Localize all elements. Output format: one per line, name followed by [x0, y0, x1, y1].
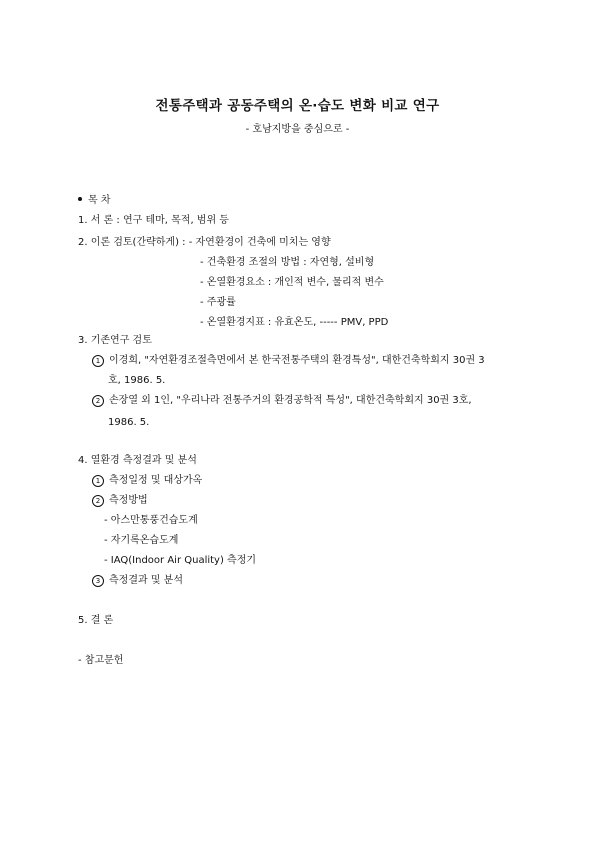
document-subtitle: - 호남지방을 중심으로 -: [245, 124, 350, 135]
section-1: 1. 서 론 : 연구 테마, 목적, 범위 등: [78, 215, 229, 226]
circled-number-icon: 2: [92, 395, 104, 407]
section-2-item: - 온열환경요소 : 개인적 변수, 물리적 변수: [200, 277, 384, 288]
section-5: 5. 결 론: [78, 615, 114, 626]
reference-text: 이경희, "자연환경조절측면에서 본 한국전통주택의 환경특성", 대한건축학회지 30권 3: [109, 355, 485, 366]
reference-entry: [92, 394, 472, 408]
bullet-icon: [78, 197, 82, 201]
document-title: 전통주택과 공동주택의 온·습도 변화 비교 연구: [155, 98, 440, 114]
section-4: 4. 열환경 측정결과 및 분석: [78, 455, 197, 466]
references-heading: - 참고문헌: [78, 655, 124, 666]
instrument-item: - 아스만통풍건습도계: [104, 515, 198, 526]
reference-text-cont: 호, 1986. 5.: [108, 375, 166, 386]
reference-entry: [92, 354, 485, 368]
instrument-item: - IAQ(Indoor Air Quality) 측정기: [104, 555, 257, 566]
section-4-item: [92, 494, 148, 508]
reference-text: 손장열 외 1인, "우리나라 전통주거의 환경공학적 특성", 대한건축학회지 30권 3호,: [109, 395, 472, 406]
circled-number-icon: 1: [92, 355, 104, 367]
toc-heading: [78, 194, 111, 208]
circled-number-icon: 2: [92, 495, 104, 507]
reference-text-cont: 1986. 5.: [108, 417, 150, 428]
section-4-item-text: 측정결과 및 분석: [109, 575, 183, 586]
circled-number-icon: 3: [92, 575, 104, 587]
section-4-item: [92, 474, 202, 488]
section-4-item-text: 측정방법: [109, 495, 148, 506]
section-2-item: - 주광률: [200, 297, 236, 308]
toc-heading-text: 목 차: [88, 195, 111, 206]
section-2-item: - 온열환경지표 : 유효온도, ----- PMV, PPD: [200, 317, 389, 328]
circled-number-icon: 1: [92, 475, 104, 487]
section-2: 2. 이론 검토(간략하게) : - 자연환경이 건축에 미치는 영향: [78, 237, 331, 248]
instrument-item: - 자기록온습도계: [104, 535, 179, 546]
section-4-item-text: 측정일정 및 대상가옥: [109, 475, 203, 486]
section-3: 3. 기존연구 검토: [78, 335, 152, 346]
section-4-item: [92, 574, 183, 588]
section-2-item: - 건축환경 조절의 방법 : 자연형, 설비형: [200, 257, 375, 268]
